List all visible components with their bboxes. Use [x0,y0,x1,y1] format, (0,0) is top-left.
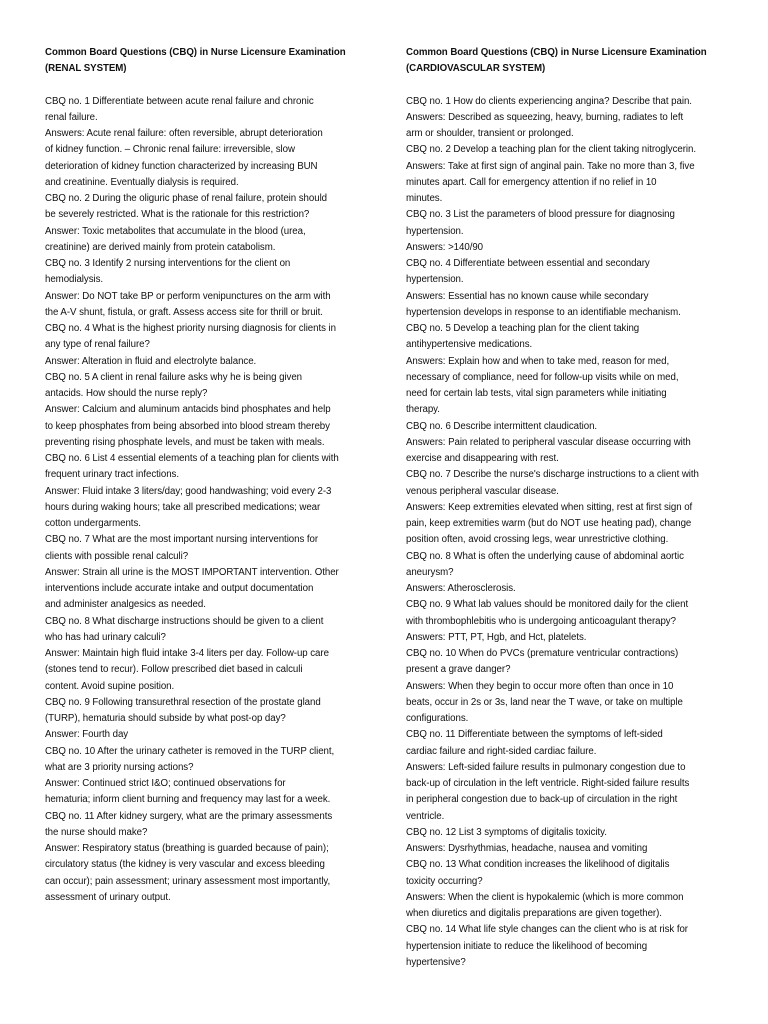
text-line: CBQ no. 8 What is often the underlying cause of abdominal aortic [406,550,684,562]
text-line: renal failure. [45,111,98,123]
text-line: can occur); pain assessment; urinary assessment most importantly, [45,875,331,887]
text-line: assessment of urinary output. [45,891,171,903]
text-line: Answer: Strain all urine is the MOST IMPORTANT intervention. Other [45,566,339,578]
text-line: of kidney function. – Chronic renal failure: irreversible, slow [45,144,295,156]
text-line: Answer: Fluid intake 3 liters/day; good handwashing; void every 2-3 [45,485,332,497]
text-line: Answer: Fourth day [45,729,129,741]
text-line: with thrombophlebitis who is undergoing anticoagulant therapy? [406,615,676,627]
text-line: need for certain lab tests, vital sign parameters while initiating [406,388,667,399]
cardiovascular-column-title: Common Board Questions (CBQ) in Nurse Licensure Examination (CARDIOVASCULAR SYSTEM) [406,47,707,75]
text-line: cotton undergarments. [45,518,141,529]
text-line: Answers: Take at first sign of anginal pain. Take no more than 3, five [406,160,695,172]
text-line: creatinine) are derived mainly from protein catabolism. [45,241,276,253]
text-line: what are 3 priority nursing actions? [45,761,194,773]
text-line: Answers: When the client is hypokalemic (which is more common [406,891,684,903]
text-line: hypertension. [406,274,464,286]
text-line: CBQ no. 5 A client in renal failure asks why he is being given [45,371,302,383]
text-line: preventing rising phosphate levels, and must be taken with meals. [45,436,325,448]
text-line: ventricle. [406,810,445,822]
text-line: hypertension develops in response to an identifiable mechanism. [406,306,681,318]
text-line: necessary of compliance, need for follow-up visits while on med, [406,371,679,383]
text-line: CBQ no. 14 What life style changes can the client who is at risk for [406,924,688,936]
text-line: Answers: When they begin to occur more often than once in 10 [406,680,674,692]
text-line: antacids. How should the nurse reply? [45,388,208,399]
text-line: CBQ no. 9 What lab values should be monitored daily for the client [406,599,689,611]
text-line: Answers: Acute renal failure: often reversible, abrupt deterioration [45,128,323,139]
text-line: CBQ no. 4 Differentiate between essential and secondary [406,258,650,269]
text-line: cardiac failure and right-sided cardiac failure. [406,745,597,757]
text-line: hypertensive? [406,956,466,968]
text-line: CBQ no. 5 Develop a teaching plan for the client taking [406,323,640,334]
text-line: Answer: Continued strict I&O; continued observations for [45,778,286,789]
text-line: back-up of circulation in the left ventricle. Right-sided failure results [406,778,690,789]
text-line: present a grave danger? [406,664,511,676]
text-line: and creatinine. Eventually dialysis is required. [45,176,239,188]
text-line: deterioration of kidney function characterized by increasing BUN [45,160,318,172]
text-line: exercise and disappearing with rest. [406,453,559,464]
text-line: any type of renal failure? [45,339,150,351]
text-line: CBQ no. 7 Describe the nurse's discharge instructions to a client with [406,469,699,481]
text-line: Answers: Explain how and when to take med, reason for med, [406,355,670,367]
text-line: and administer analgesics as needed. [45,599,206,611]
text-line: CBQ no. 13 What condition increases the likelihood of digitalis [406,859,670,871]
text-line: Answers: Essential has no known cause while secondary [406,290,649,302]
text-line: Answers: Described as squeezing, heavy, burning, radiates to left [406,111,684,123]
text-line: CBQ no. 8 What discharge instructions should be given to a client [45,615,324,627]
text-line: CBQ no. 9 Following transurethral resection of the prostate gland [45,696,321,708]
text-line: CBQ no. 2 Develop a teaching plan for the client taking nitroglycerin. [406,144,696,156]
text-line: in peripheral congestion due to back-up of circulation in the right [406,794,678,806]
text-line: Answers: >140/90 [406,241,484,253]
text-line: hypertension. [406,225,464,237]
text-line: position often, avoid crossing legs, wear unrestrictive clothing. [406,534,669,546]
text-line: Answer: Maintain high fluid intake 3-4 liters per day. Follow-up care [45,648,329,659]
text-line: when diuretics and digitalis preparations are given together). [406,908,662,919]
text-line: Answers: Dysrhythmias, headache, nausea and vomiting [406,843,648,854]
text-line: clients with possible renal calculi? [45,550,189,562]
text-line: aneurysm? [406,566,454,578]
text-line: frequent urinary tract infections. [45,469,179,481]
text-line: be severely restricted. What is the rationale for this restriction? [45,209,310,221]
text-line: CBQ no. 12 List 3 symptoms of digitalis toxicity. [406,826,607,838]
text-line: antihypertensive medications. [406,339,533,351]
text-line: beats, occur in 2s or 3s, land near the T wave, or take on multiple [406,696,683,708]
text-line: CBQ no. 1 Differentiate between acute renal failure and chronic [45,95,314,107]
text-line: hours during waking hours; take all prescribed medications; wear [45,501,321,513]
text-line: pain, keep extremities warm (but do NOT use heating pad), change [406,518,692,529]
text-line: Answer: Respiratory status (breathing is guarded because of pain); [45,843,329,854]
text-line: Answers: Left-sided failure results in pulmonary congestion due to [406,761,686,773]
text-line: Answers: PTT, PT, Hgb, and Hct, platelets. [406,631,587,643]
text-line: toxicity occurring? [406,875,483,887]
text-line: hematuria; inform client burning and frequency may last for a week. [45,794,331,806]
text-line: (TURP), hematuria should subside by what post-op day? [45,713,286,724]
renal-system-column [45,45,373,906]
text-line: interventions include accurate intake and output documentation [45,583,314,594]
text-line: CBQ no. 4 What is the highest priority nursing diagnosis for clients in [45,323,336,334]
renal-column-title: Common Board Questions (CBQ) in Nurse Licensure Examination (RENAL SYSTEM) [45,47,346,75]
text-line: circulatory status (the kidney is very vascular and excess bleeding [45,859,325,871]
text-line: CBQ no. 6 Describe intermittent claudication. [406,420,598,432]
text-line: therapy. [406,404,440,416]
text-line: Answers: Keep extremities elevated when sitting, rest at first sign of [406,501,693,513]
text-line: Answer: Toxic metabolites that accumulate in the blood (urea, [45,225,306,237]
text-line: (stones tend to recur). Follow prescribed diet based in calculi [45,664,303,676]
cardiovascular-column-body [406,94,728,972]
text-line: CBQ no. 7 What are the most important nursing interventions for [45,534,319,546]
text-line: who has had urinary calculi? [45,631,166,643]
text-line: CBQ no. 2 During the oliguric phase of renal failure, protein should [45,193,328,204]
text-line: CBQ no. 1 How do clients experiencing angina? Describe that pain. [406,95,692,107]
text-line: the A-V shunt, fistula, or graft. Assess access site for thrill or bruit. [45,306,323,318]
text-line: CBQ no. 11 Differentiate between the symptoms of left-sided [406,729,663,741]
text-line: Answers: Pain related to peripheral vascular disease occurring with [406,436,691,448]
text-line: CBQ no. 10 After the urinary catheter is removed in the TURP client, [45,745,335,757]
text-line: CBQ no. 10 When do PVCs (premature ventricular contractions) [406,648,679,659]
text-line: arm or shoulder, transient or prolonged. [406,128,574,139]
text-line: Answer: Calcium and aluminum antacids bind phosphates and help [45,404,331,416]
text-line: Answer: Do NOT take BP or perform venipunctures on the arm with [45,290,331,302]
text-line: the nurse should make? [45,826,148,838]
text-line: minutes. [406,193,443,204]
text-line: CBQ no. 3 List the parameters of blood pressure for diagnosing [406,209,675,221]
text-line: venous peripheral vascular disease. [406,485,559,497]
text-line: hypertension initiate to reduce the likelihood of becoming [406,940,648,952]
text-line: Answers: Atherosclerosis. [406,583,516,594]
text-line: CBQ no. 11 After kidney surgery, what are the primary assessments [45,810,333,822]
text-line: minutes apart. Call for emergency attention if no relief in 10 [406,176,657,188]
text-line: configurations. [406,713,469,724]
text-line: Answer: Alteration in fluid and electrolyte balance. [45,355,257,367]
renal-column-body [45,94,373,907]
text-line: CBQ no. 3 Identify 2 nursing interventions for the client on [45,258,291,269]
cardiovascular-system-column [406,45,728,971]
text-line: content. Avoid supine position. [45,680,175,692]
text-line: to keep phosphates from being absorbed into blood stream thereby [45,420,330,432]
text-line: CBQ no. 6 List 4 essential elements of a teaching plan for clients with [45,453,339,464]
text-line: hemodialysis. [45,274,104,286]
